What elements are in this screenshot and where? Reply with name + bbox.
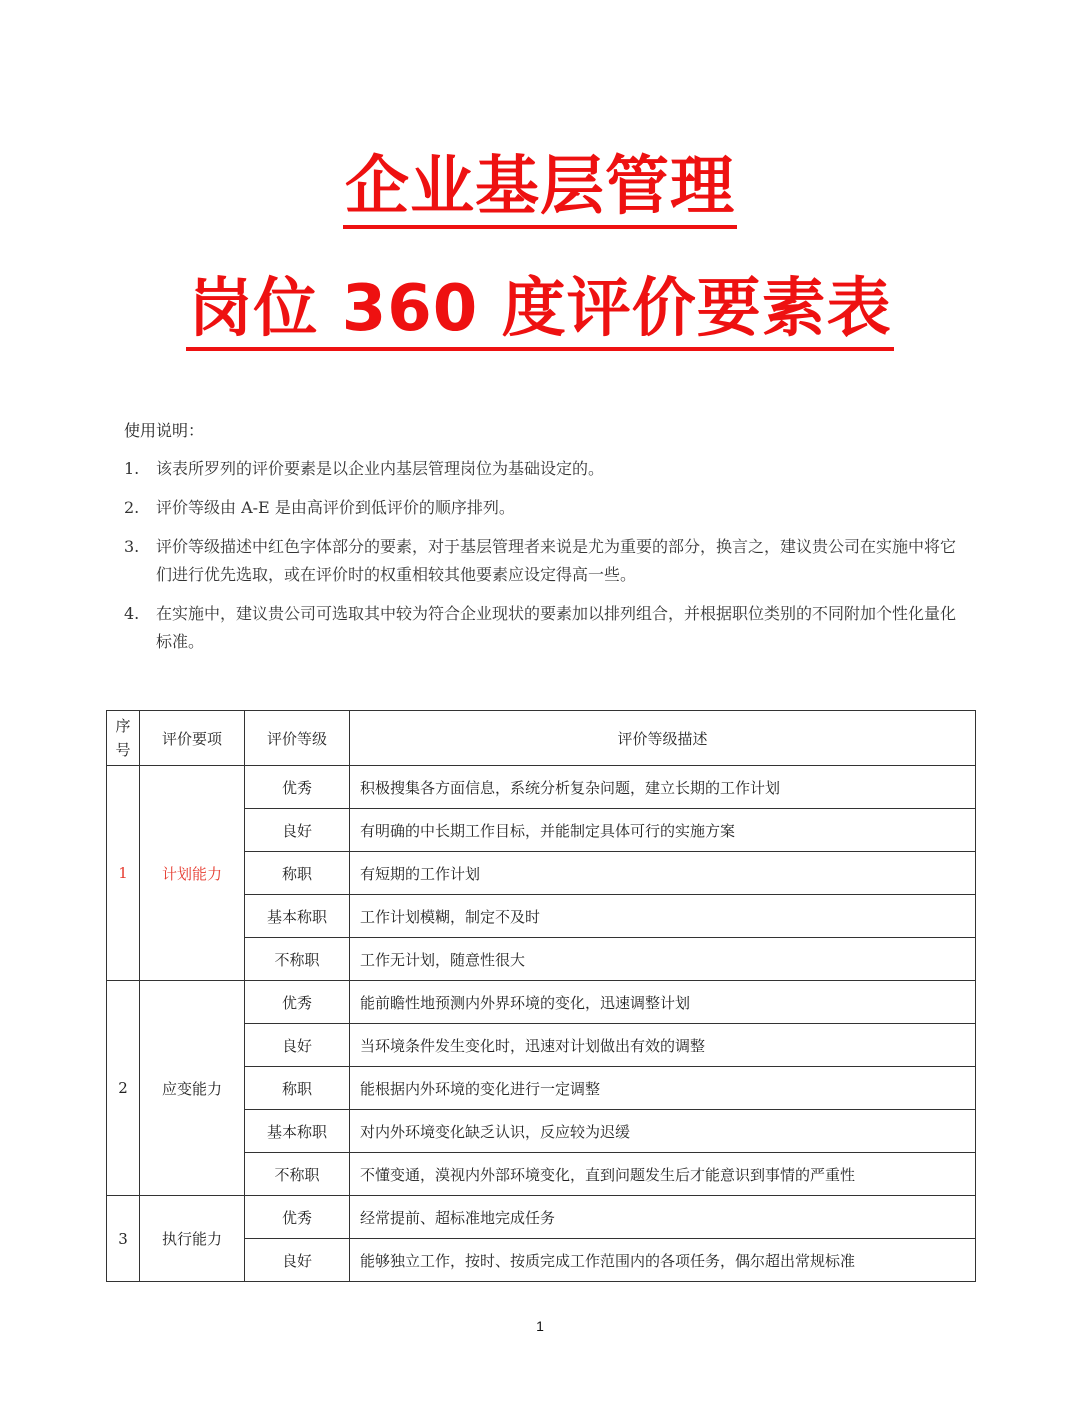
row-level: 优秀 <box>245 981 350 1024</box>
row-level: 基本称职 <box>245 1110 350 1153</box>
page-number: 1 <box>536 1318 544 1334</box>
instructions-list <box>124 455 964 656</box>
row-index: 1 <box>107 766 140 981</box>
row-level: 称职 <box>245 1067 350 1110</box>
instruction-number: 1. <box>124 459 140 478</box>
row-level: 优秀 <box>245 766 350 809</box>
document-title-line-1 <box>0 150 1080 229</box>
header-index: 序 号 <box>107 711 140 766</box>
row-description: 工作计划模糊，制定不及时 <box>350 895 976 938</box>
instruction-number: 4. <box>124 604 140 623</box>
header-description: 评价等级描述 <box>350 711 976 766</box>
row-level: 良好 <box>245 809 350 852</box>
title-text-1: 企业基层管理 <box>343 154 737 229</box>
row-description: 有明确的中长期工作目标，并能制定具体可行的实施方案 <box>350 809 976 852</box>
row-description: 能前瞻性地预测内外界环境的变化，迅速调整计划 <box>350 981 976 1024</box>
table-row <box>107 981 976 1024</box>
instruction-text: 在实施中，建议贵公司可选取其中较为符合企业现状的要素加以排列组合，并根据职位类别的不同附加个性化量化标准。 <box>156 604 957 651</box>
instruction-item <box>124 533 964 589</box>
instructions-heading: 使用说明： <box>124 421 205 440</box>
row-index: 2 <box>107 981 140 1196</box>
row-index: 3 <box>107 1196 140 1282</box>
row-description: 经常提前、超标准地完成任务 <box>350 1196 976 1239</box>
table-row <box>107 1196 976 1239</box>
instruction-number: 3. <box>124 537 140 556</box>
row-description: 不懂变通，漠视内外部环境变化，直到问题发生后才能意识到事情的严重性 <box>350 1153 976 1196</box>
instruction-item <box>124 600 964 656</box>
header-item: 评价要项 <box>140 711 245 766</box>
row-item: 计划能力 <box>140 766 245 981</box>
evaluation-table <box>106 710 976 1282</box>
row-description: 有短期的工作计划 <box>350 852 976 895</box>
row-level: 称职 <box>245 852 350 895</box>
row-description: 能够独立工作，按时、按质完成工作范围内的各项任务，偶尔超出常规标准 <box>350 1239 976 1282</box>
table-row <box>107 766 976 809</box>
instruction-text: 该表所罗列的评价要素是以企业内基层管理岗位为基础设定的。 <box>156 459 605 478</box>
row-level: 基本称职 <box>245 895 350 938</box>
row-description: 能根据内外环境的变化进行一定调整 <box>350 1067 976 1110</box>
row-description: 当环境条件发生变化时，迅速对计划做出有效的调整 <box>350 1024 976 1067</box>
instruction-item <box>124 455 964 483</box>
usage-instructions <box>124 418 964 667</box>
header-level: 评价等级 <box>245 711 350 766</box>
instruction-text: 评价等级描述中红色字体部分的要素，对于基层管理者来说是尤为重要的部分，换言之，建议贵公司在实施中将它们进行优先选取，或在评价时的权重相较其他要素应设定得高一些。 <box>156 537 957 584</box>
row-level: 不称职 <box>245 938 350 981</box>
table-header-row <box>107 711 976 766</box>
row-item: 应变能力 <box>140 981 245 1196</box>
title-text-2: 岗位 360 度评价要素表 <box>186 276 893 351</box>
row-level: 优秀 <box>245 1196 350 1239</box>
row-level: 不称职 <box>245 1153 350 1196</box>
row-level: 良好 <box>245 1024 350 1067</box>
instruction-text: 评价等级由 A-E 是由高评价到低评价的顺序排列。 <box>156 498 515 517</box>
row-description: 对内外环境变化缺乏认识，反应较为迟缓 <box>350 1110 976 1153</box>
row-item: 执行能力 <box>140 1196 245 1282</box>
instruction-number: 2. <box>124 498 140 517</box>
instruction-item <box>124 494 964 522</box>
row-description: 工作无计划，随意性很大 <box>350 938 976 981</box>
row-level: 良好 <box>245 1239 350 1282</box>
document-title-line-2 <box>0 272 1080 351</box>
row-description: 积极搜集各方面信息，系统分析复杂问题，建立长期的工作计划 <box>350 766 976 809</box>
